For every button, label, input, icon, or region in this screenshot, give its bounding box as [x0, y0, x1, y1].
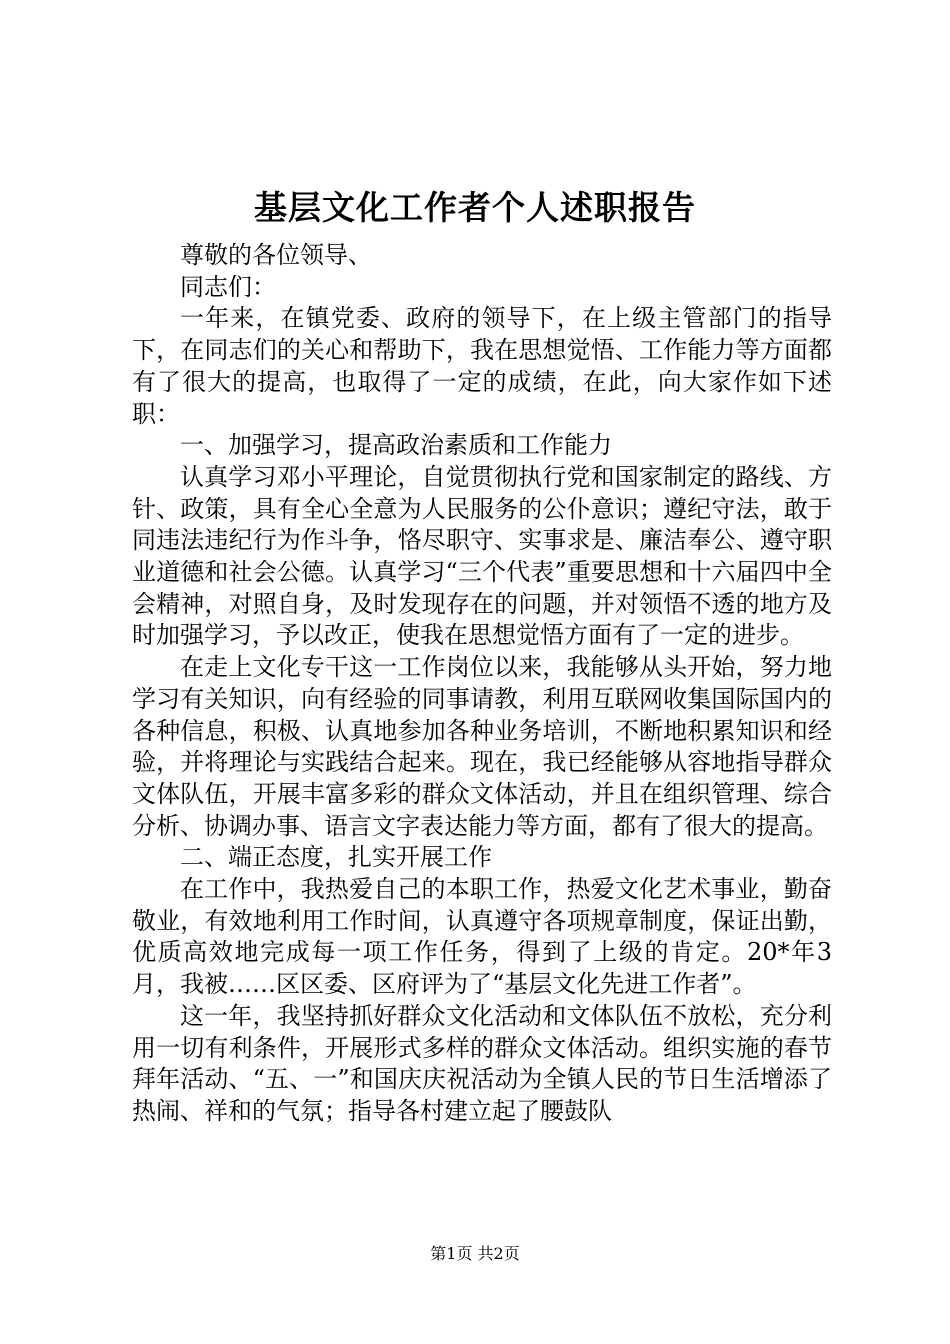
body-paragraph: 这一年，我坚持抓好群众文化活动和文体队伍不放松，充分利用一切有利条件，开展形式多样的群众文体活动。组织实施的春节拜年活动、“五、一”和国庆庆祝活动为全镇人民的节日生活增添了热闹、祥和的气氛；指导各村建立起了腰鼓队	[132, 1001, 832, 1125]
document-body	[132, 240, 832, 1128]
body-paragraph: 认真学习邓小平理论，自觉贯彻执行党和国家制定的路线、方针、政策，具有全心全意为人民服务的公仆意识；遵纪守法，敢于同违法违纪行为作斗争，恪尽职守、实事求是、廉洁奉公、遵守职业道德和社会公德。认真学习“三个代表”重要思想和十六届四中全会精神，对照自身，及时发现存在的问题，并对领悟不透的地方及时加强学习，予以改正，使我在思想觉悟方面有了一定的进步。	[132, 462, 832, 650]
intro-paragraph: 一年来，在镇党委、政府的领导下，在上级主管部门的指导下，在同志们的关心和帮助下，我在思想觉悟、工作能力等方面都有了很大的提高，也取得了一定的成绩，在此，向大家作如下述职：	[132, 304, 832, 428]
body-paragraph: 在工作中，我热爱自己的本职工作，热爱文化艺术事业，勤奋敬业，有效地利用工作时间，认真遵守各项规章制度，保证出勤，优质高效地完成每一项工作任务，得到了上级的肯定。20*年3月，我被……区区委、区府评为了“基层文化先进工作者”。	[132, 875, 832, 999]
body-paragraph: 在走上文化专干这一工作岗位以来，我能够从头开始，努力地学习有关知识，向有经验的同事请教，利用互联网收集国际国内的各种信息，积极、认真地参加各种业务培训，不断地积累知识和经验，并将理论与实践结合起来。现在，我已经能够从容地指导群众文体队伍，开展丰富多彩的群众文体活动，并且在组织管理、综合分析、协调办事、语言文字表达能力等方面，都有了很大的提高。	[132, 653, 832, 840]
salutation-line-1: 尊敬的各位领导、	[180, 241, 372, 269]
salutation-line-2: 同志们：	[180, 272, 276, 301]
section-heading-2: 二、端正态度，扎实开展工作	[180, 843, 492, 872]
section-heading-1: 一、加强学习，提高政治素质和工作能力	[180, 431, 612, 460]
page-footer: 第1页 共2页	[430, 1244, 520, 1263]
document-title: 基层文化工作者个人述职报告	[254, 188, 696, 227]
